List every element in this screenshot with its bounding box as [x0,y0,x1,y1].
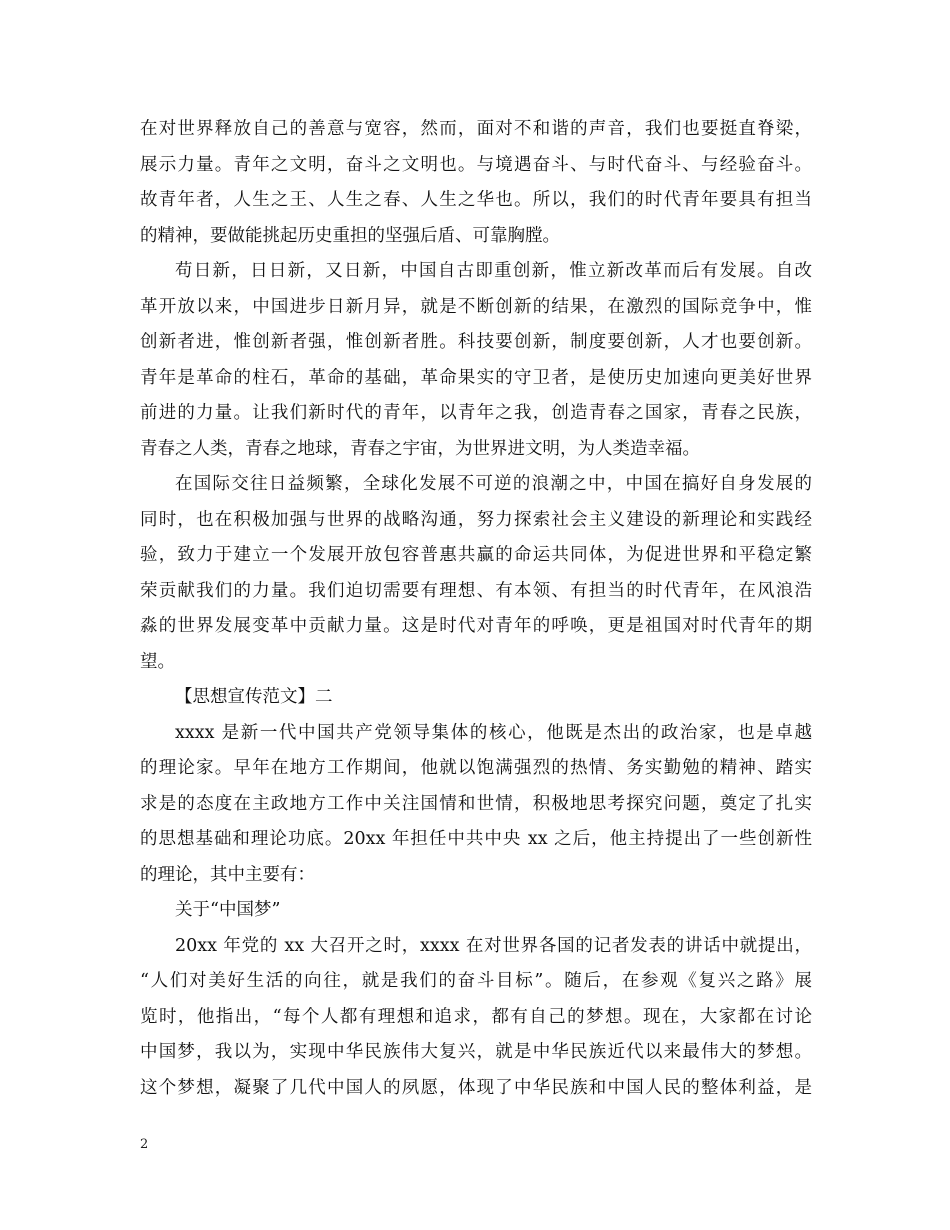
paragraph-3 [140,467,812,680]
paragraph-5 [140,929,812,1107]
text-line: “人们对美好生活的向往，就是我们的奋斗目标”。随后，在参观《复兴之路》展 [140,971,812,991]
subheading-text: 关于“中国梦” [175,900,281,920]
text-line: 在国际交往日益频繁，全球化发展不可逆的浪潮之中，中国在搞好自身发展的 [175,474,812,494]
text-line: 览时，他指出，“每个人都有理想和追求，都有自己的梦想。现在，大家都在讨论 [140,1006,812,1027]
text-line: 青年是革命的柱石，革命的基础，革命果实的守卫者，是使历史加速向更美好世界 [140,367,812,388]
text-line: 求是的态度在主政地方工作中关注国情和世情，积极地思考探究问题，奠定了扎实 [140,793,812,814]
section-heading [140,680,812,716]
paragraph-1 [140,112,812,254]
text-line: 青春之人类，青春之地球，青春之宇宙，为世界进文明，为人类造幸福。 [140,438,700,459]
text-line: 的理论，其中主要有： [140,864,315,885]
page-number: 2 [140,1137,149,1152]
paragraph-4 [140,716,812,894]
text-line: 这个梦想，凝聚了几代中国人的夙愿，体现了中华民族和中国人民的整体利益，是 [140,1077,812,1098]
text-line: 前进的力量。让我们新时代的青年，以青年之我，创造青春之国家，青春之民族， [140,403,812,423]
text-line: 创新者进，惟创新者强，惟创新者胜。科技要创新，制度要创新，人才也要创新。 [140,332,812,352]
text-line: 荣贡献我们的力量。我们迫切需要有理想、有本领、有担当的时代青年，在风浪浩 [140,580,812,601]
text-line: 的理论家。早年在地方工作期间，他就以饱满强烈的热情、务实勤勉的精神、踏实 [140,758,812,778]
text-line: 革开放以来，中国进步日新月异，就是不断创新的结果，在激烈的国际竞争中，惟 [140,296,812,317]
section-heading-text: 【思想宣传范文】二 [175,687,333,707]
subheading [140,893,812,929]
body-text [140,112,812,1106]
text-line: 望。 [140,651,175,672]
text-line: 同时，也在积极加强与世界的战略沟通，努力探索社会主义建设的新理论和实践经 [140,509,812,530]
text-line: 中国梦，我以为，实现中华民族伟大复兴，就是中华民族近代以来最伟大的梦想。 [140,1042,812,1062]
text-line: 苟日新，日日新，又日新，中国自古即重创新，惟立新改革而后有发展。自改 [175,261,812,281]
text-line: 的思想基础和理论功底。20xx 年担任中共中央 xx 之后，他主持提出了一些创新性 [140,829,812,849]
text-line: 展示力量。青年之文明，奋斗之文明也。与境遇奋斗、与时代奋斗、与经验奋斗。 [140,154,812,175]
paragraph-2 [140,254,812,467]
text-line: 验，致力于建立一个发展开放包容普惠共赢的命运共同体，为促进世界和平稳定繁 [140,545,812,565]
text-line: 在对世界释放自己的善意与宽容，然而，面对不和谐的声音，我们也要挺直脊梁， [140,119,812,139]
text-line: 故青年者，人生之王、人生之春、人生之华也。所以，我们的时代青年要具有担当 [140,190,812,210]
text-line: 的精神，要做能挑起历史重担的坚强后盾、可靠胸膛。 [140,225,560,246]
text-line: xxxx 是新一代中国共产党领导集体的核心，他既是杰出的政治家，也是卓越 [175,722,812,743]
text-line: 20xx 年党的 xx 大召开之时，xxxx 在对世界各国的记者发表的讲话中就提出， [175,935,812,956]
text-line: 淼的世界发展变革中贡献力量。这是时代对青年的呼唤，更是祖国对时代青年的期 [140,616,812,636]
